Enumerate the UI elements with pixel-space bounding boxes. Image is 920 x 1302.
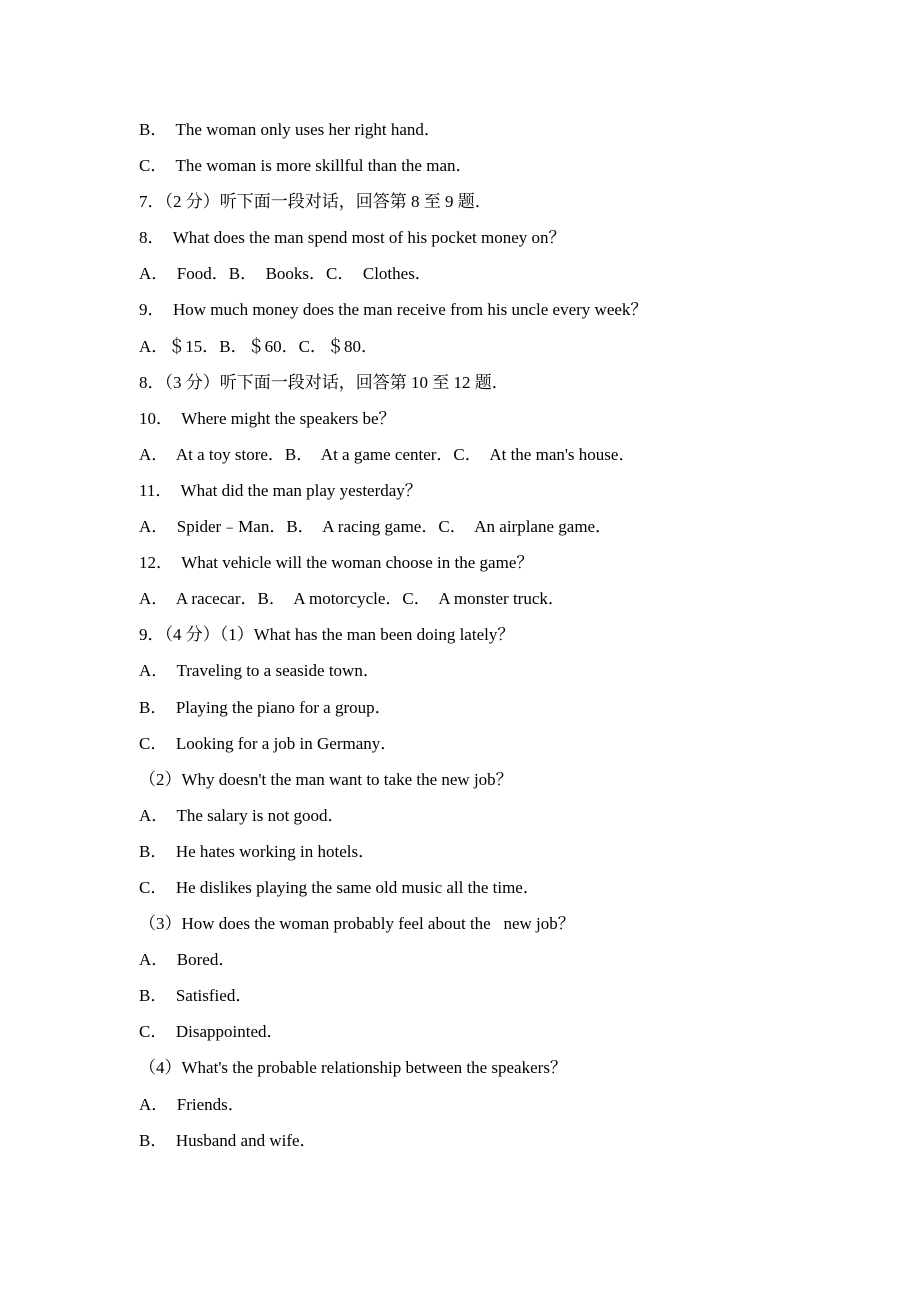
- option-line: C． The woman is more skillful than the man．: [139, 156, 473, 176]
- option-line: A．＄15．B．＄60．C．＄80．: [139, 336, 378, 356]
- option-line: B． Husband and wife．: [139, 1130, 317, 1150]
- question-line: 11． What did the man play yesterday？: [139, 480, 422, 500]
- option-line: C． Looking for a job in Germany．: [139, 733, 398, 753]
- option-line: A． At a toy store．B． At a game center．C． At the man's house．: [139, 444, 636, 464]
- section-heading: 8．（3 分）听下面一段对话，回答第 10 至 12 题．: [139, 372, 509, 392]
- option-line: B． The woman only uses her right hand．: [139, 120, 441, 139]
- option-line: B． Playing the piano for a group．: [139, 697, 392, 717]
- option-line: A． Food．B． Books．C． Clothes．: [139, 264, 432, 284]
- section-heading: 7．（2 分）听下面一段对话，回答第 8 至 9 题．: [139, 192, 492, 212]
- option-line: C． Disappointed．: [139, 1022, 284, 1042]
- question-line: （4）What's the probable relationship between the speakers？: [139, 1058, 567, 1078]
- option-line: A． Spider﹣Man．B． A racing game．C． An airplane game．: [139, 517, 613, 537]
- question-text-block: [139, 117, 879, 1164]
- question-line: （2）Why doesn't the man want to take the new job？: [139, 769, 513, 789]
- option-line: B． Satisfied．: [139, 986, 253, 1006]
- question-line: 9． How much money does the man receive from his uncle every week？: [139, 300, 648, 320]
- question-line: 8． What does the man spend most of his pocket money on？: [139, 228, 566, 248]
- question-line: （3）How does the woman probably feel about the new job？: [139, 914, 575, 934]
- question-line: 12． What vehicle will the woman choose in the game？: [139, 553, 534, 573]
- option-line: A． Friends．: [139, 1094, 245, 1114]
- section-heading: 9．（4 分）（1）What has the man been doing lately？: [139, 625, 515, 645]
- option-line: A． Traveling to a seaside town．: [139, 661, 380, 681]
- option-line: A． Bored．: [139, 950, 236, 970]
- question-line: 10． Where might the speakers be？: [139, 408, 396, 428]
- option-line: A． The salary is not good．: [139, 805, 345, 825]
- option-line: B． He hates working in hotels．: [139, 841, 376, 861]
- option-line: A． A racecar．B． A motorcycle．C． A monster truck．: [139, 589, 565, 609]
- option-line: C． He dislikes playing the same old music all the time．: [139, 877, 540, 897]
